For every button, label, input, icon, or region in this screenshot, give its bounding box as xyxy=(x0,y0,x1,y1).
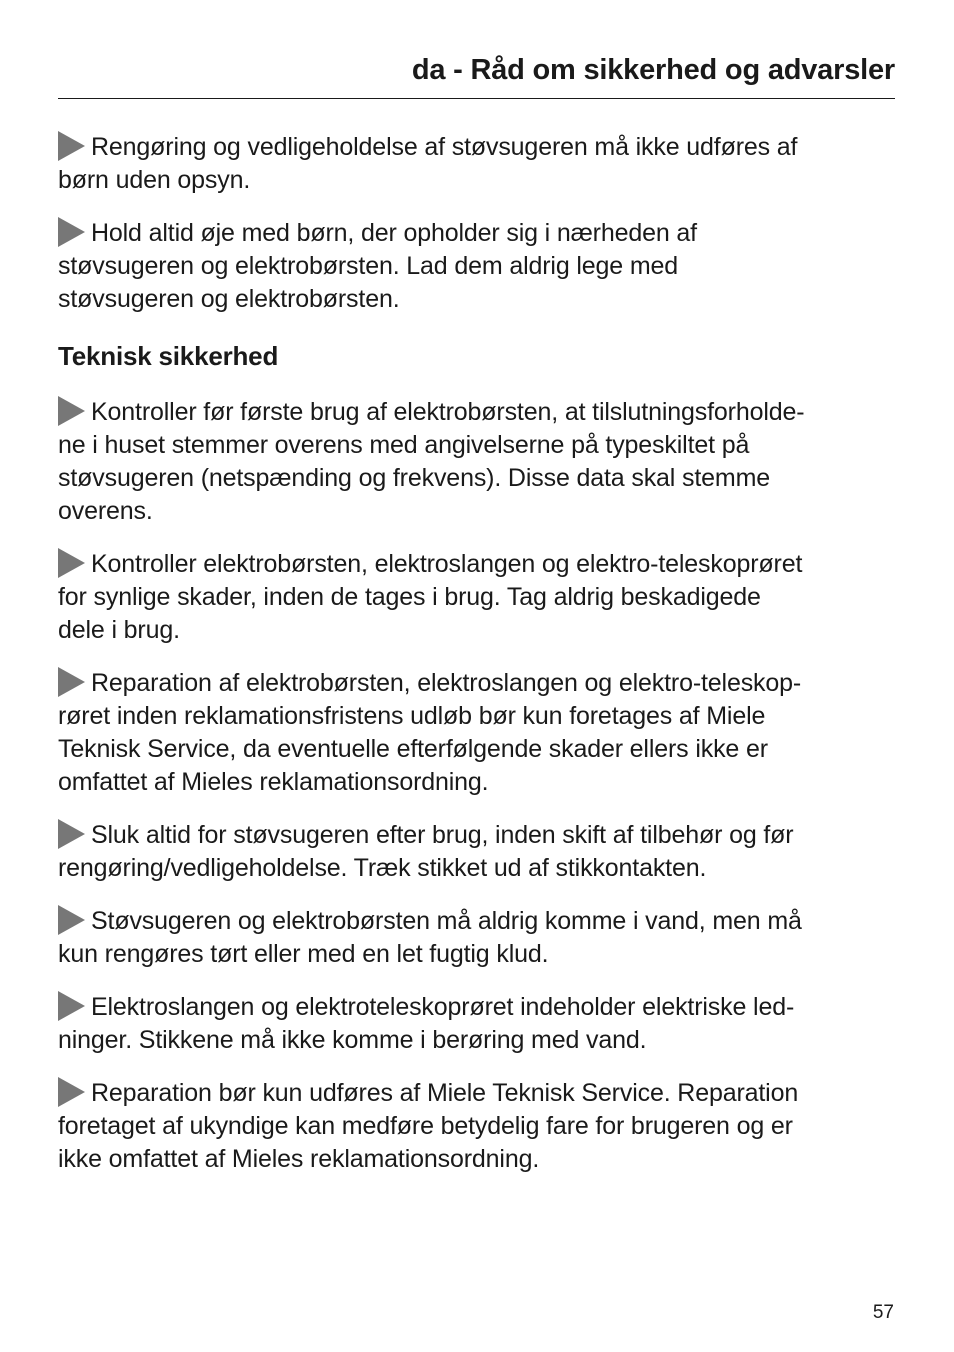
paragraph-line: for synlige skader, inden de tages i brug. Tag aldrig beskadigede xyxy=(58,583,761,611)
paragraph-line: Støvsugeren og elektrobørsten må aldrig komme i vand, men må xyxy=(58,905,894,938)
paragraph-line: Sluk altid for støvsugeren efter brug, inden skift af tilbehør og før xyxy=(58,819,894,852)
safety-paragraph xyxy=(58,1077,894,1176)
paragraph-line: støvsugeren (netspænding og frekvens). Disse data skal stemme xyxy=(58,464,771,492)
paragraph-line: rengøring/vedligeholdelse. Træk stikket ud af stikkontakten. xyxy=(58,854,707,882)
page-header xyxy=(58,50,895,99)
page-content xyxy=(58,131,894,1196)
bullet-arrow-icon xyxy=(58,819,85,849)
paragraph-line: ninger. Stikkene må ikke komme i berøring med vand. xyxy=(58,1026,647,1054)
paragraph-line: Reparation af elektrobørsten, elektroslangen og elektro-teleskop- xyxy=(58,667,894,700)
safety-paragraph xyxy=(58,905,894,971)
paragraph-line: Elektroslangen og elektroteleskoprøret indeholder elektriske led- xyxy=(58,991,894,1024)
safety-paragraph xyxy=(58,819,894,885)
safety-paragraph xyxy=(58,548,894,647)
paragraph-line: Teknisk Service, da eventuelle efterfølgende skader ellers ikke er xyxy=(58,735,768,763)
bullet-arrow-icon xyxy=(58,217,85,247)
paragraph-line: børn uden opsyn. xyxy=(58,166,251,194)
paragraph-line: omfattet af Mieles reklamationsordning. xyxy=(58,768,489,796)
bullet-arrow-icon xyxy=(58,991,85,1021)
section-heading: Teknisk sikkerhed xyxy=(58,341,279,371)
bullet-arrow-icon xyxy=(58,905,85,935)
paragraph-line: ne i huset stemmer overens med angivelserne på typeskiltet på xyxy=(58,431,750,459)
paragraph-line: støvsugeren og elektrobørsten. Lad dem aldrig lege med xyxy=(58,252,679,280)
paragraph-line: røret inden reklamationsfristens udløb bør kun foretages af Miele xyxy=(58,702,766,730)
page-title: da - Råd om sikkerhed og advarsler xyxy=(411,54,895,86)
safety-paragraph xyxy=(58,991,894,1057)
safety-paragraph xyxy=(58,667,894,799)
paragraph-line: Reparation bør kun udføres af Miele Teknisk Service. Reparation xyxy=(58,1077,894,1110)
paragraph-line: foretaget af ukyndige kan medføre betydelig fare for brugeren og er xyxy=(58,1112,793,1140)
paragraph-line: overens. xyxy=(58,497,153,525)
paragraph-line: Kontroller elektrobørsten, elektroslangen og elektro-teleskoprøret xyxy=(58,548,894,581)
bullet-arrow-icon xyxy=(58,548,85,578)
page-number: 57 xyxy=(872,1302,894,1323)
safety-paragraph xyxy=(58,396,894,528)
paragraph-line: Rengøring og vedligeholdelse af støvsugeren må ikke udføres af xyxy=(58,131,894,164)
bullet-arrow-icon xyxy=(58,396,85,426)
bullet-arrow-icon xyxy=(58,667,85,697)
paragraph-line: kun rengøres tørt eller med en let fugtig klud. xyxy=(58,940,549,968)
paragraph-line: ikke omfattet af Mieles reklamationsordning. xyxy=(58,1145,540,1173)
bullet-arrow-icon xyxy=(58,1077,85,1107)
safety-paragraph xyxy=(58,131,894,197)
paragraph-line: dele i brug. xyxy=(58,616,180,644)
safety-paragraph xyxy=(58,217,894,316)
paragraph-line: støvsugeren og elektrobørsten. xyxy=(58,285,400,313)
bullet-arrow-icon xyxy=(58,131,85,161)
paragraph-line: Kontroller før første brug af elektrobørsten, at tilslutningsforholde- xyxy=(58,396,894,429)
paragraph-line: Hold altid øje med børn, der opholder sig i nærheden af xyxy=(58,217,894,250)
